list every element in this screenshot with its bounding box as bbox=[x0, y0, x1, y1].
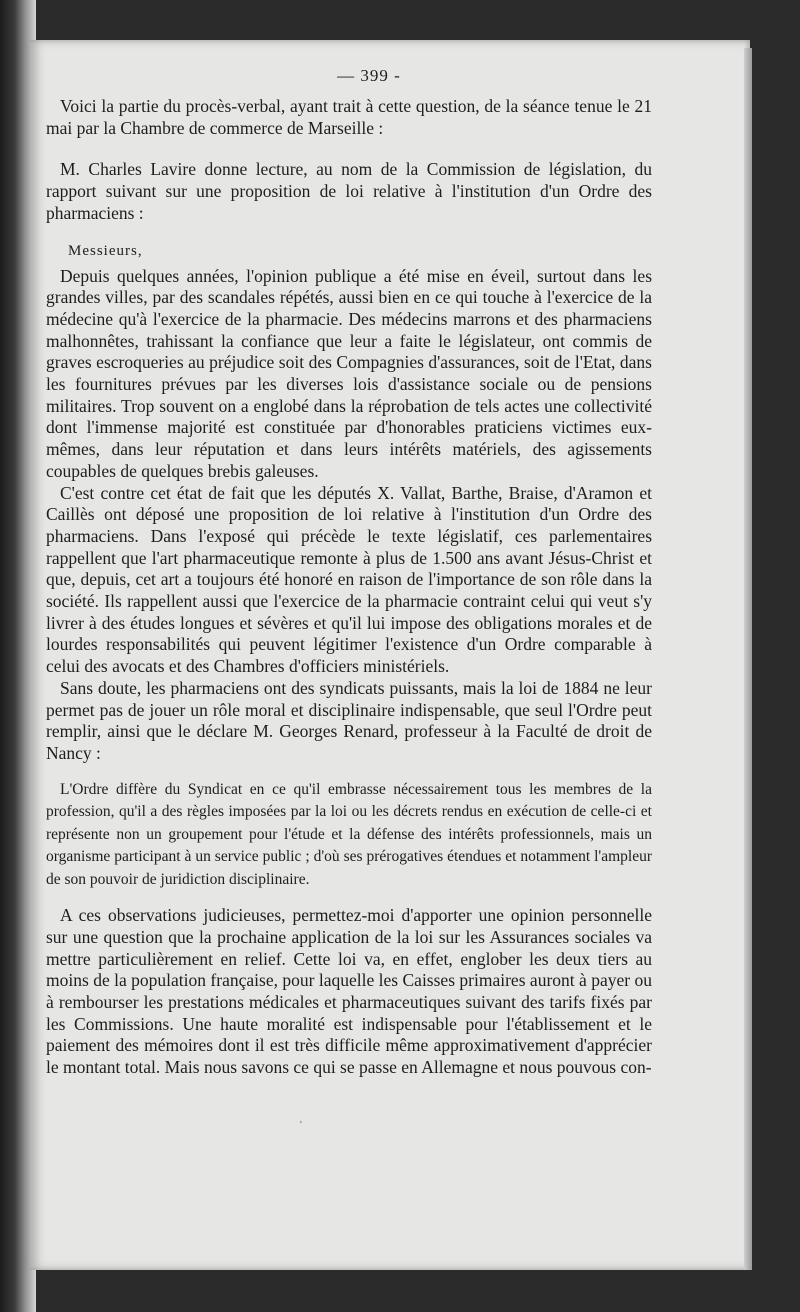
report-intro-paragraph: M. Charles Lavire donne lecture, au nom de la Commission de législation, du rapport suivant sur une proposition de loi relative à l'institution d'un Ordre des pharmaciens : bbox=[46, 159, 652, 223]
page-edge bbox=[744, 48, 752, 1270]
closing-paragraph: A ces observations judicieuses, permettez-moi d'apporter une opinion personnelle sur une question que la prochaine application de la loi sur les Assurances sociales va mettre particulièrement en relief. Cette loi va, en effet, englober les deux tiers au moins de la population française, pour laquelle les Caisses primaires auront à payer ou à rembourser les prestations médicales et pharmaceutiques suivant des tarifs fixés par les Commissions. Une haute moralité est indispensable pour l'établissement et le paiement des mémoires dont il est très difficile même approximativement d'apprécier le montant total. Mais nous savons ce qui se passe en Allemagne et nous pouvous con- bbox=[46, 905, 652, 1078]
body-paragraph: Depuis quelques années, l'opinion publique a été mise en éveil, surtout dans les grandes villes, par des scandales répétés, aussi bien en ce qui touche à l'exercice de la médecine qu'à l'exercice de la pharmacie. Des médecins marrons et des pharmaciens malhonnêtes, trahissant la confiance que leur a faite le législateur, ont commis de graves escroqueries au préjudice soit des Compagnies d'assurances, soit de l'Etat, dans les fournitures prévues par les diverses lois d'assistance sociale ou de pensions militaires. Trop souvent on a englobé dans la réprobation de tels actes une collectivité dont l'immense majorité est constituée par d'honorables praticiens victimes eux-mêmes, dans leur réputation et dans leurs intérêts matériels, des agissements coupables de quelques brebis galeuses. bbox=[46, 265, 652, 481]
page-number: — 399 - bbox=[337, 66, 401, 85]
footer-mark: ' bbox=[300, 1120, 302, 1131]
block-quote: L'Ordre diffère du Syndicat en ce qu'il embrasse nécessairement tous les membres de la profession, qu'il a des règles imposées par la loi ou les décrets rendus en exécution de celle-ci et représente non un groupement pour l'étude et la défense des intérêts professionnels, mais un organisme participant à un service public ; d'où ses prérogatives étendues et notamment l'ampleur de son pouvoir de juridiction disciplinaire. bbox=[46, 780, 652, 888]
body-paragraph: C'est contre cet état de fait que les députés X. Vallat, Barthe, Braise, d'Aramon et Caillès ont déposé une proposition de loi relative à l'institution d'un Ordre des pharmaciens. Dans l'exposé qui précède le texte législatif, ces parlementaires rappellent que l'art pharmaceutique remonte à plus de 1.500 ans avant Jésus-Christ et que, depuis, cet art a toujours été honoré en raison de l'importance de son rôle dans la société. Ils rappellent aussi que l'exercice de la pharmacie contraint celui qui veut s'y livrer à des études longues et sévères et qu'il lui impose des obligations morales et de lourdes responsabilités qui peuvent légitimer l'existence d'un Ordre comparable à celui des avocats et des Chambres d'officiers ministériels. bbox=[46, 482, 652, 677]
page-text bbox=[46, 66, 652, 1079]
body-paragraph: Sans doute, les pharmaciens ont des syndicats puissants, mais la loi de 1884 ne leur permet pas de jouer un rôle moral et disciplinaire indispensable, que seul l'Ordre peut remplir, ainsi que le déclare M. Georges Renard, professeur à la Faculté de droit de Nancy : bbox=[46, 677, 652, 763]
intro-paragraph: Voici la partie du procès-verbal, ayant trait à cette question, de la séance tenue le 21 mai par la Chambre de commerce de Marseille : bbox=[46, 96, 652, 138]
salutation: Messieurs, bbox=[68, 242, 143, 259]
